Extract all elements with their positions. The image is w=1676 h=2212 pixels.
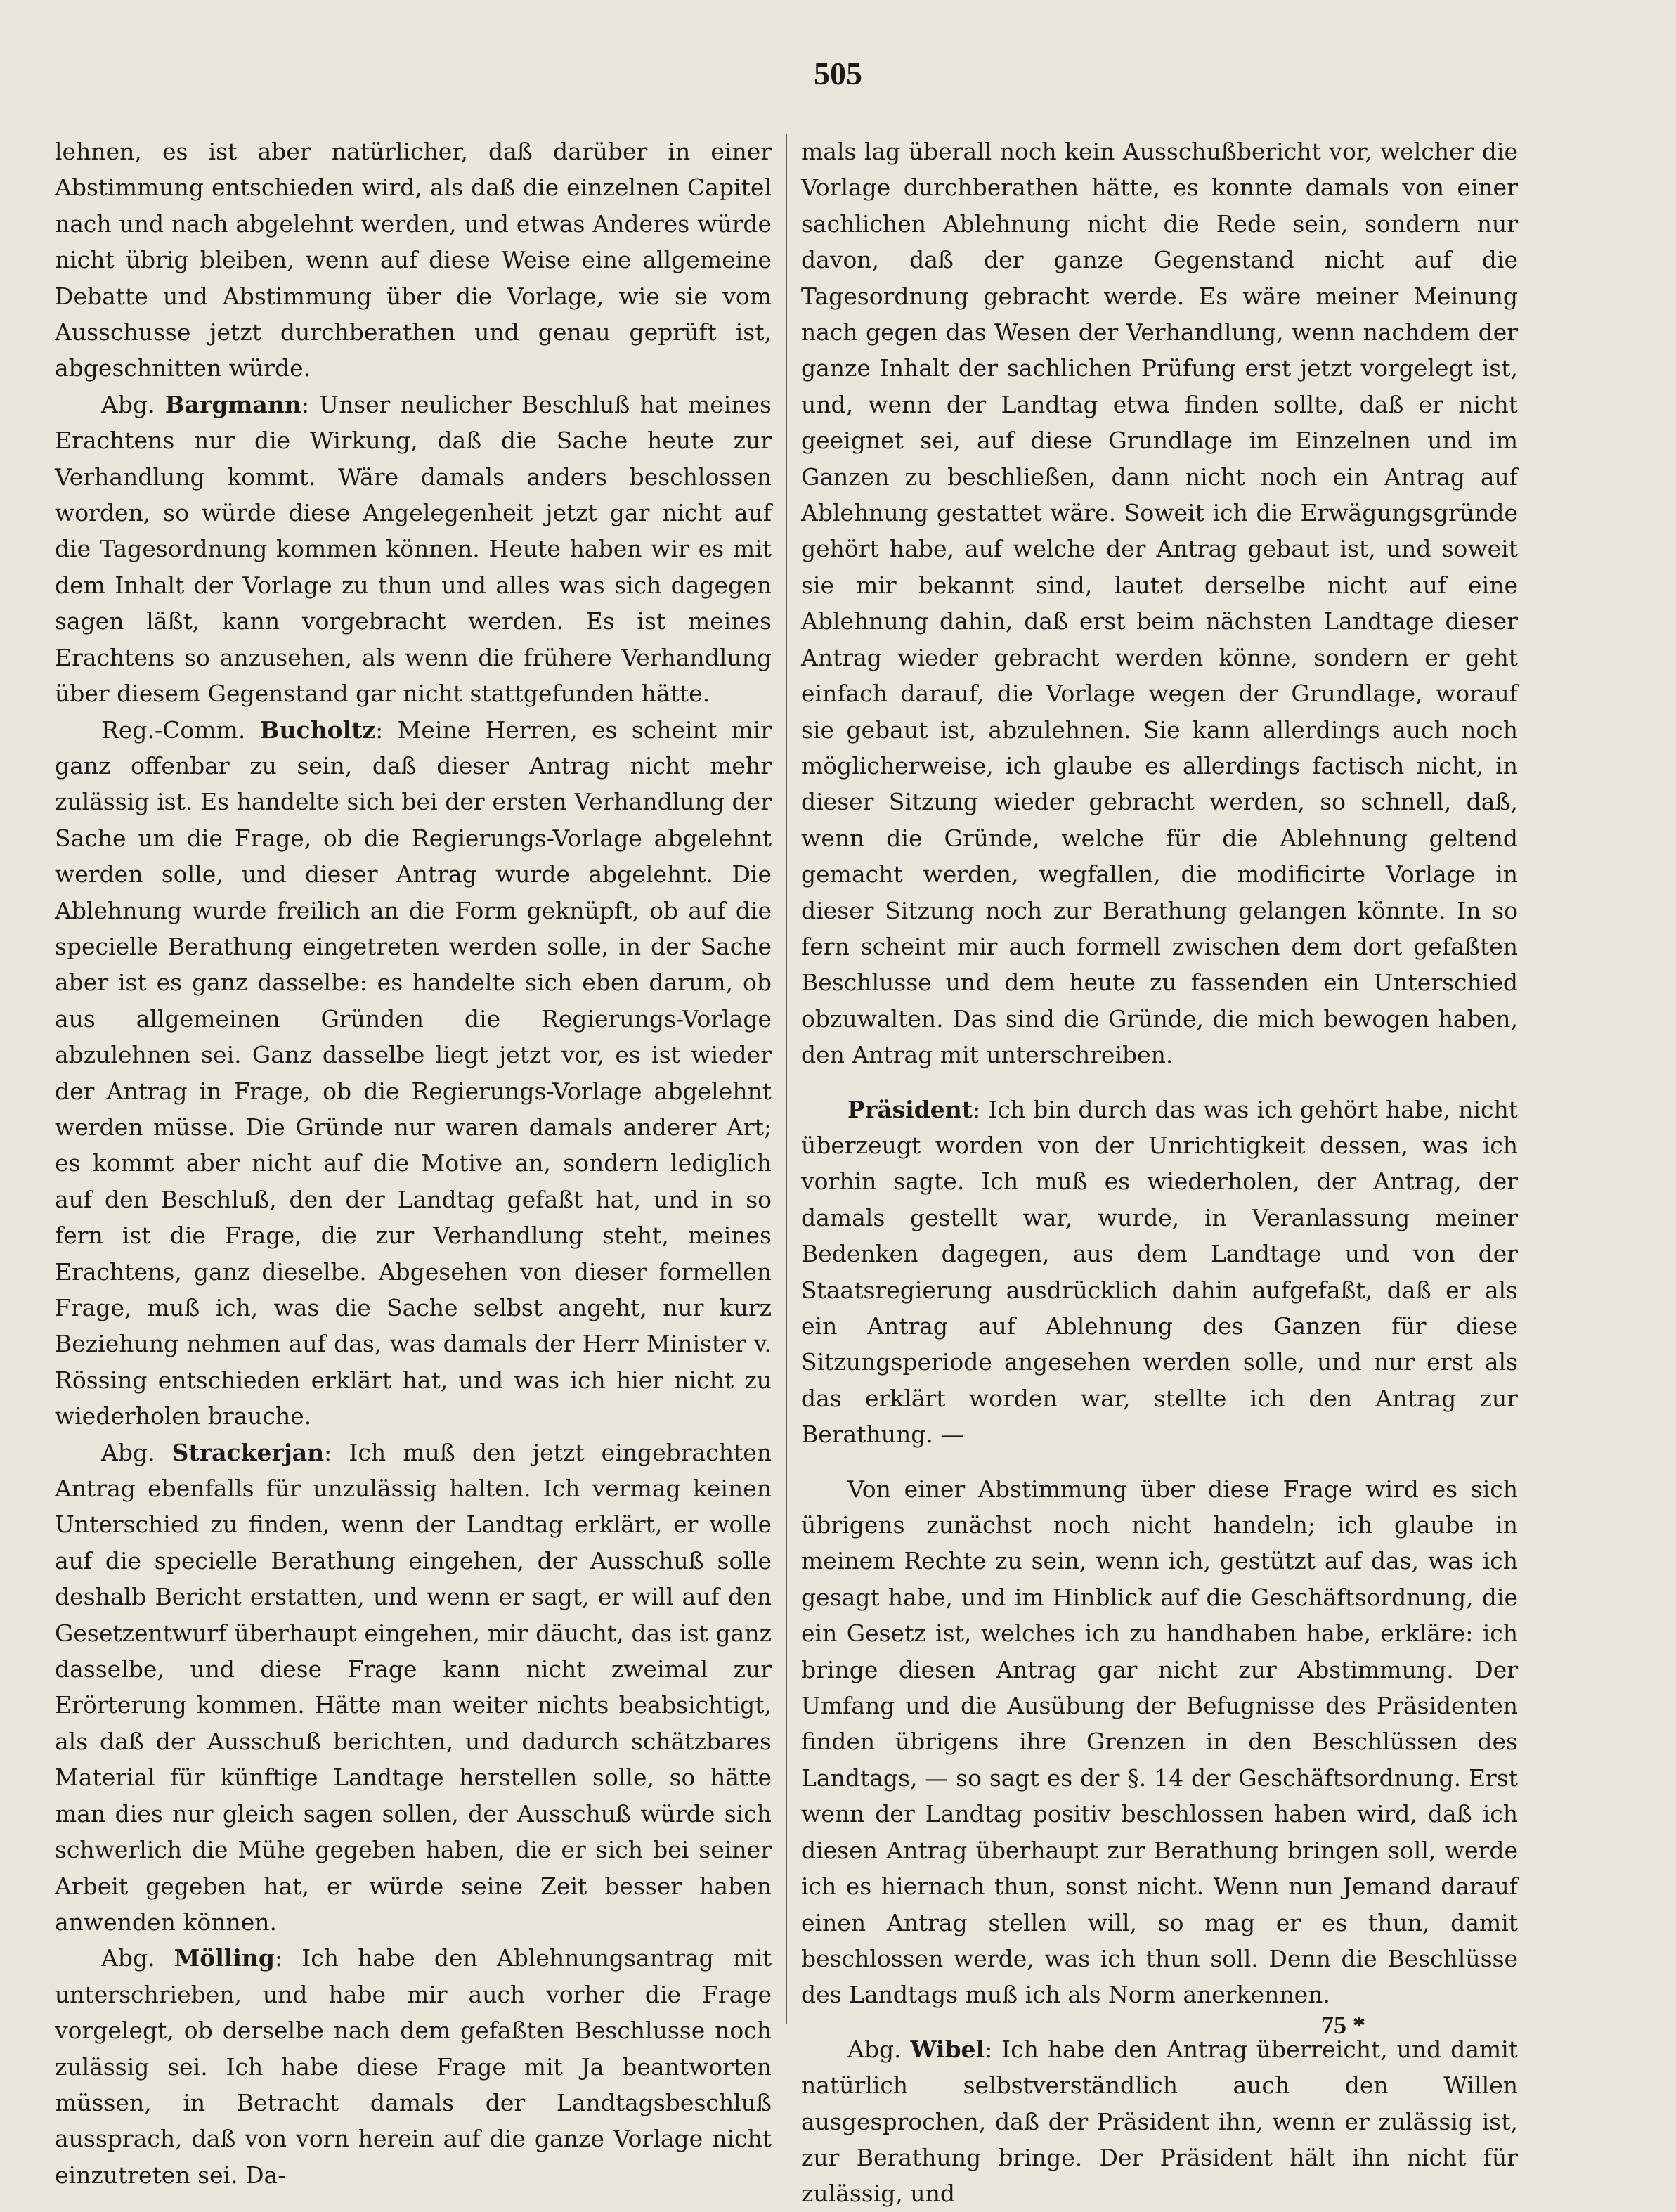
speech-text: : Meine Herren, es scheint mir ganz offenbar zu sein, daß dieser Antrag nicht mehr zulässig ist. Es handelte sich bei der ersten Verhandlung der Sache um die Frage, ob die Regierungs-Vorlage abgelehnt werden solle, und dieser Antrag wurde abgelehnt. Die Ablehnung wurde freilich an die Form geknüpft, ob auf die specielle Berathung eingetreten werden solle, in der Sache aber ist es ganz dasselbe: es handelte sich eben darum, ob aus allgemeinen Gründen die Regierungs-Vorlage abzulehnen sei. Ganz dasselbe liegt jetzt vor, es ist wieder der Antrag in Frage, ob die Regierungs-Vorlage abgelehnt werden müsse. Die Gründe nur waren damals anderer Art; es kommt aber nicht auf die Motive an, sondern lediglich auf den Beschluß, den der Landtag gefaßt hat, und in so fern ist die Frage, die zur Verhandlung steht, meines Erachtens, ganz dieselbe. Abgesehen von dieser formellen Frage, muß ich, was die Sache selbst angeht, nur kurz Beziehung nehmen auf das, was damals der Herr Minister v. Rössing entschieden erklärt hat, und was ich hier nicht zu wiederholen brauche.: [55, 716, 772, 1430]
paragraph-continuation: [801, 134, 1518, 1073]
speech-text: : Unser neulicher Beschluß hat meines Erachtens nur die Wirkung, daß die Sache heute zur Verhandlung kommt. Wäre damals anders beschlossen worden, so würde diese Angelegenheit jetzt gar nicht auf die Tagesordnung kommen können. Heute haben wir es mit dem Inhalt der Vorlage zu thun und alles was sich dagegen sagen läßt, kann vorgebracht werden. Es ist meines Erachtens so anzusehen, als wenn die frühere Verhandlung über diesem Gegenstand gar nicht stattgefunden hätte.: [55, 390, 772, 708]
speech-bucholtz: [55, 712, 772, 1435]
signature-mark: 75 *: [1321, 2011, 1365, 2039]
speaker-name: Präsident: [847, 1095, 973, 1123]
speech-text: : Ich muß den jetzt eingebrachten Antrag ebenfalls für unzulässig halten. Ich vermag keinen Unterschied zu finden, wenn der Landtag erklärt, er wolle auf die specielle Berathung eingehen, der Ausschuß solle deshalb Bericht erstatten, und wenn er sagt, er will auf den Gesetzentwurf überhaupt eingehen, mir däucht, das ist ganz dasselbe, und diese Frage kann nicht zweimal zur Erörterung kommen. Hätte man weiter nichts beabsichtigt, als daß der Ausschuß berichten, und dadurch schätzbares Material für künftige Landtage herstellen solle, so hätte man dies nur gleich sagen sollen, der Ausschuß würde sich schwerlich die Mühe gegeben haben, die er sich bei seiner Arbeit gegeben hat, er würde seine Zeit besser haben anwenden können.: [55, 1438, 772, 1936]
page-number: 505: [814, 56, 862, 91]
speech-text: : Ich bin durch das was ich gehört habe, nicht überzeugt worden von der Unrichtigkeit dessen, was ich vorhin sagte. Ich muß es wiederholen, der Antrag, der damals gestellt war, wurde, in Veranlassung meiner Bedenken dagegen, aus dem Landtage und von der Staatsregierung ausdrücklich dahin aufgefaßt, daß er als ein Antrag auf Ablehnung des Ganzen für diese Sitzungsperiode angesehen werden solle, und nur erst als das erklärt worden war, stellte ich den Antrag zur Berathung. —: [801, 1095, 1518, 1449]
speech-praesident: [801, 1092, 1518, 1453]
speech-moelling: [55, 1940, 772, 2193]
paragraph-praesident-continued: [801, 1471, 1518, 2013]
paragraph-text: Von einer Abstimmung über diese Frage wird es sich übrigens zunächst noch nicht handeln; ich glaube in meinem Rechte zu sein, wenn ich, gestützt auf das, was ich gesagt habe, und im Hinblick auf die Geschäftsordnung, die ein Gesetz ist, welches ich zu handhaben habe, erkläre: ich bringe diesen Antrag gar nicht zur Abstimmung. Der Umfang und die Ausübung der Befugnisse des Präsidenten finden übrigens ihre Grenzen in den Beschlüssen des Landtags, — so sagt es der §. 14 der Geschäftsordnung. Erst wenn der Landtag positiv beschlossen haben wird, daß ich diesen Antrag überhaupt zur Berathung bringen soll, werde ich es hiernach thun, sonst nicht. Wenn nun Jemand darauf einen Antrag stellen will, so mag er es thun, damit beschlossen werde, was ich thun soll. Denn die Beschlüsse des Landtags muß ich als Norm anerkennen.: [801, 1475, 1518, 2009]
speaker-name: Bucholtz: [259, 716, 376, 744]
paragraph-text: lehnen, es ist aber natürlicher, daß darüber in einer Abstimmung entschieden wird, als daß die einzelnen Capitel nach und nach abgelehnt werden, und etwas Anderes würde nicht übrig bleiben, wenn auf diese Weise eine allgemeine Debatte und Abstimmung über die Vorlage, wie sie vom Ausschusse jetzt durchberathen und genau geprüft ist, abgeschnitten würde.: [55, 138, 772, 382]
speaker-title: Abg.: [847, 2035, 902, 2063]
speech-text: : Ich habe den Antrag überreicht, und damit natürlich selbstverständlich auch den Willen ausgesprochen, daß der Präsident ihn, wenn er zulässig ist, zur Berathung bringe. Der Präsident hält ihn nicht für zulässig, und: [801, 2035, 1518, 2208]
speech-strackerjan: [55, 1435, 772, 1941]
speaker-title: Reg.-Comm.: [101, 716, 246, 744]
speaker-name: Bargmann: [164, 390, 301, 418]
speaker-title: Abg.: [101, 1944, 155, 1972]
right-column: [801, 134, 1518, 2208]
paragraph-continuation: [55, 134, 772, 387]
speaker-name: Wibel: [910, 2035, 985, 2063]
left-column: [55, 134, 772, 2189]
speech-text: : Ich habe den Ablehnungsantrag mit unterschrieben, und habe mir auch vorher die Frage vorgelegt, ob derselbe nach dem gefaßten Beschlusse noch zulässig sei. Ich habe diese Frage mit Ja beantworten müssen, in Betracht damals der Landtagsbeschluß aussprach, daß von vorn herein auf die ganze Vorlage nicht einzutreten sei. Da-: [55, 1944, 772, 2189]
paragraph-text: mals lag überall noch kein Ausschußbericht vor, welcher die Vorlage durchberathen hätte, es konnte damals von einer sachlichen Ablehnung nicht die Rede sein, sondern nur davon, daß der ganze Gegenstand nicht auf die Tagesordnung gebracht werde. Es wäre meiner Meinung nach gegen das Wesen der Verhandlung, wenn nachdem der ganze Inhalt der sachlichen Prüfung erst jetzt vorgelegt ist, und, wenn der Landtag etwa finden sollte, daß er nicht geeignet sei, auf diese Grundlage im Einzelnen und im Ganzen zu beschließen, dann nicht noch ein Antrag auf Ablehnung gestattet wäre. Soweit ich die Erwägungsgründe gehört habe, auf welche der Antrag gebaut ist, und soweit sie mir bekannt sind, lautet derselbe nicht auf eine Ablehnung dahin, daß erst beim nächsten Landtage dieser Antrag wieder gebracht werden könne, sondern er geht einfach darauf, die Vorlage wegen der Grundlage, worauf sie gebaut ist, abzulehnen. Sie kann allerdings auch noch möglicherweise, ich glaube es allerdings factisch nicht, in dieser Sitzung wieder gebracht werden, so schnell, daß, wenn die Gründe, welche für die Ablehnung geltend gemacht werden, wegfallen, die modificirte Vorlage in dieser Sitzung noch zur Berathung gelangen könnte. In so fern scheint mir auch formell zwischen dem dort gefaßten Beschlusse und dem heute zu fassenden ein Unterschied obzuwalten. Das sind die Gründe, die mich bewogen haben, den Antrag mit unterschreiben.: [801, 138, 1518, 1069]
speaker-title: Abg.: [101, 390, 155, 418]
speaker-title: Abg.: [101, 1438, 155, 1466]
speaker-name: Mölling: [174, 1944, 275, 1972]
column-divider: [786, 134, 787, 2024]
speech-wibel: [801, 2031, 1518, 2212]
speech-bargmann: [55, 387, 772, 712]
speaker-name: Strackerjan: [171, 1438, 325, 1466]
